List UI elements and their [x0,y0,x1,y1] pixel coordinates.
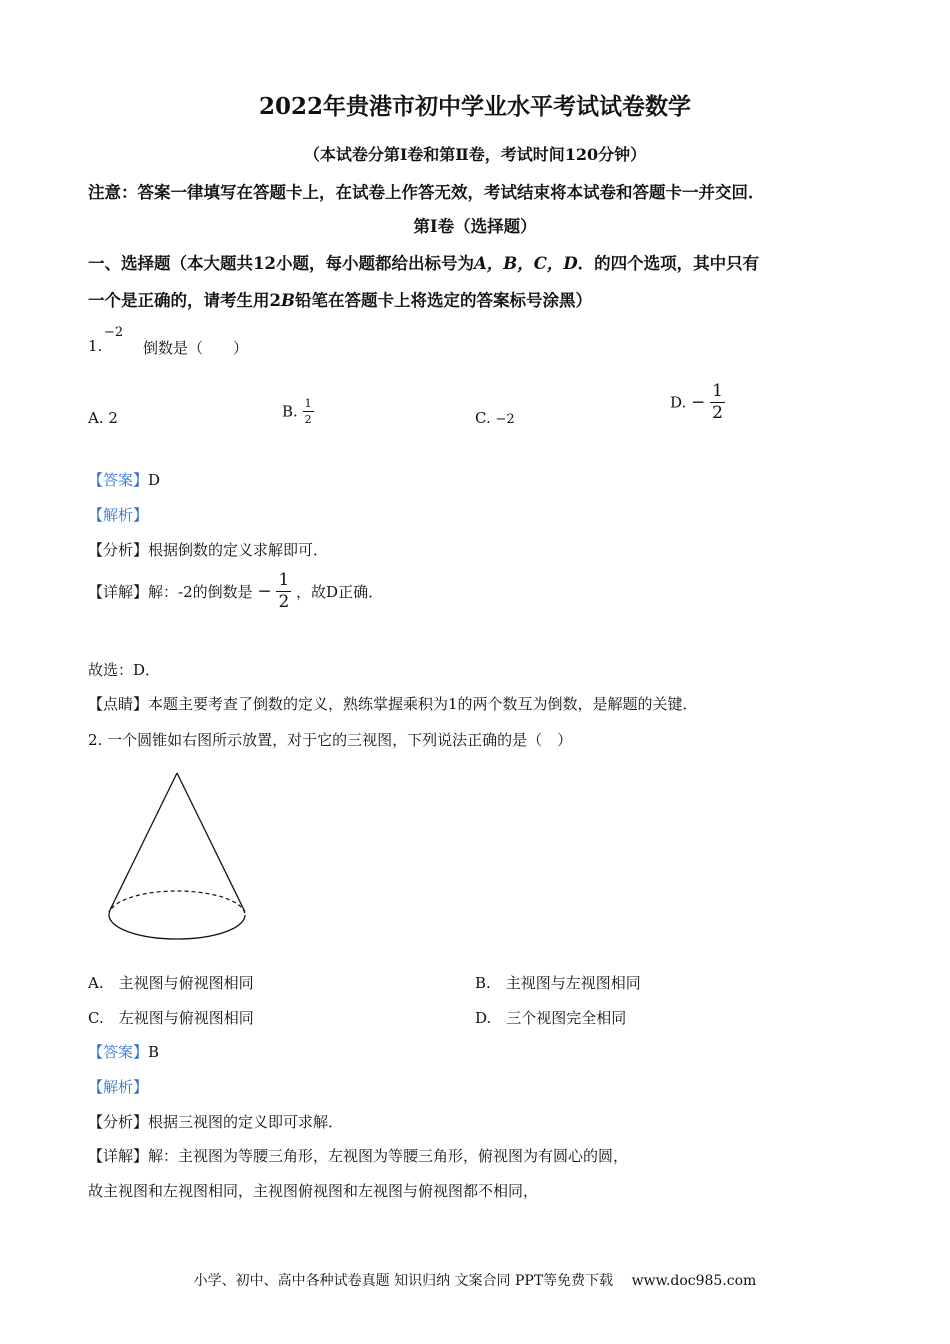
part1-title: 第Ⅰ卷（选择题） [413,217,537,236]
exam-subtitle: （本试卷分第Ⅰ卷和第Ⅱ卷，考试时间120分钟） [303,145,647,164]
q1-number: 1. [88,337,103,355]
section1-line1: 一、选择题（本大题共12小题，每小题都给出标号为A，B，C，D．的四个选项，其中只有 [88,254,760,273]
q2-stem: 2. 一个圆锥如右图所示放置，对于它的三视图，下列说法正确的是（ ） [88,731,573,749]
q1-detail-fraction: $\frac{1}{2}$ [278,570,290,612]
q2-answer: 【答案】B [88,1043,160,1061]
q2-option-a: A. 主视图与俯视图相同 [88,974,254,992]
q2-option-b: B. 主视图与左视图相同 [475,974,641,992]
section1-line2: 一个是正确的，请考生用2B铅笔在答题卡上将选定的答案标号涂黑） [88,291,592,310]
q1-option-b: B. $\frac{1}{2}$ [282,397,312,426]
cone-figure [100,765,255,950]
q2-fenxi: 【分析】根据三视图的定义即可求解． [88,1113,344,1131]
q1-fenxi: 【分析】根据倒数的定义求解即可． [88,541,329,559]
q1-option-a: A. 2 [88,409,118,427]
q1-option-b-fraction: $\frac{1}{2}$ [304,397,312,426]
q1-choose: 故选：D． [88,661,161,679]
q1-detail: 【详解】解：-2的倒数是 − $\frac{1}{2}$ ，故D正确． [88,570,384,612]
q2-detail: 【详解】解：主视图为等腰三角形，左视图为等腰三角形，俯视图为有圆心的圆， [88,1147,629,1165]
q1-analysis-tag: 【解析】 [88,506,149,524]
q1-expression: −2 [104,325,124,340]
q1-answer: 【答案】D [88,471,161,489]
q1-dianjing: 【点睛】本题主要考查了倒数的定义，熟练掌握乘积为1的两个数互为倒数，是解题的关键． [88,695,698,713]
q2-option-c: C. 左视图与俯视图相同 [88,1009,254,1027]
q2-detail2: 故主视图和左视图相同，主视图俯视图和左视图与俯视图都不相同， [88,1182,539,1200]
q1-stem: 倒数是（ ） [143,339,249,357]
q2-option-d: D. 三个视图完全相同 [475,1009,627,1027]
page-title: 2022年贵港市初中学业水平考试试卷数学 [258,93,691,120]
q1-option-c: C. −2 [475,409,515,427]
page-footer: 小学、初中、高中各种试卷真题 知识归纳 文案合同 PPT等免费下载 www.doc985.com [193,1273,757,1289]
notice-text: 注意：答案一律填写在答题卡上，在试卷上作答无效，考试结束将本试卷和答题卡一并交回． [88,183,765,202]
q1-option-d: D. − $\frac{1}{2}$ [670,381,723,423]
cone-base-back [109,891,245,915]
q1-option-d-fraction: $\frac{1}{2}$ [712,381,723,423]
q2-analysis-tag: 【解析】 [88,1078,149,1096]
cone-base-front [109,915,245,939]
